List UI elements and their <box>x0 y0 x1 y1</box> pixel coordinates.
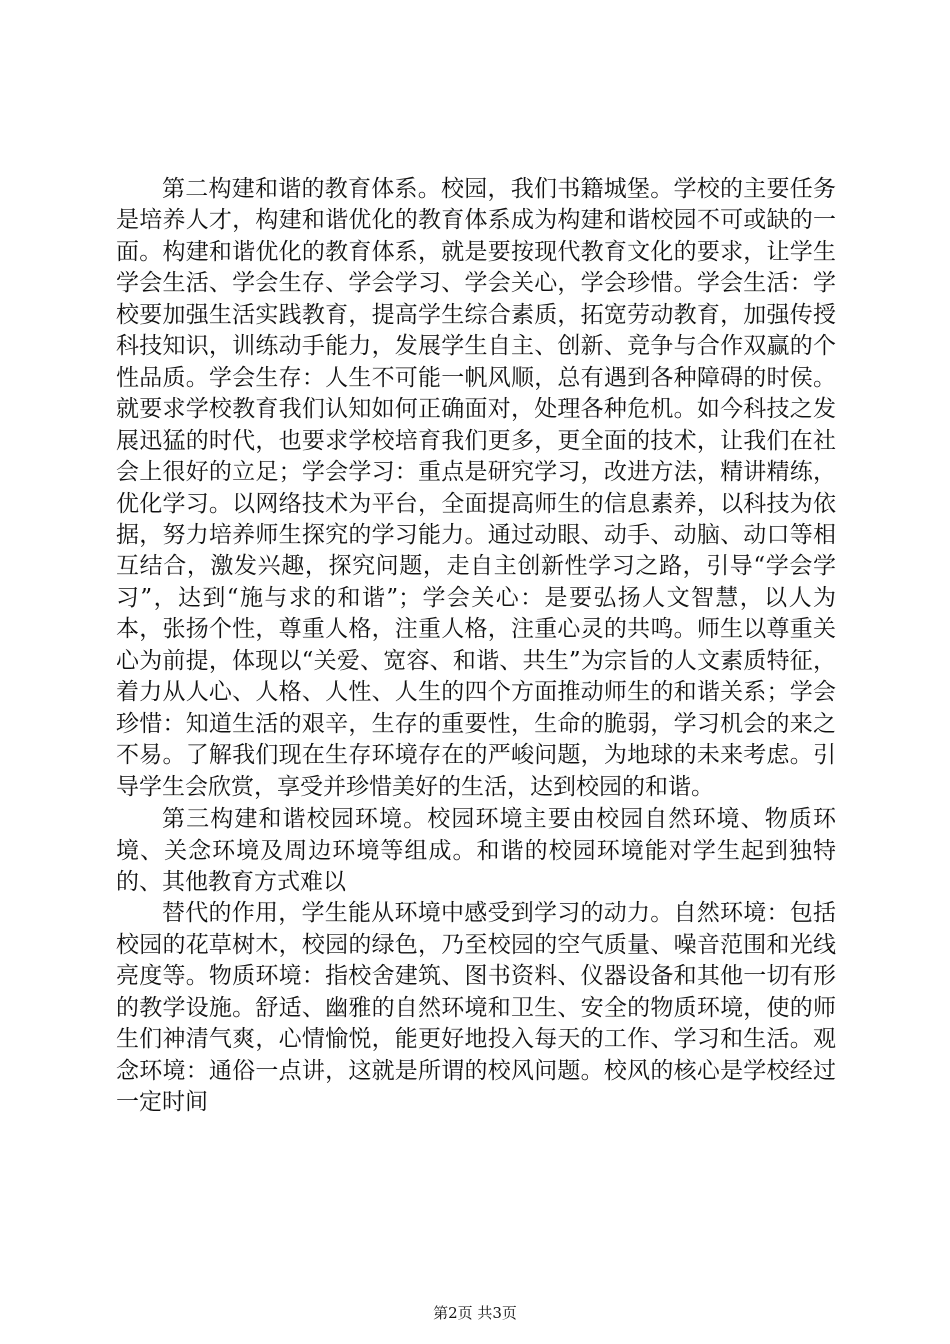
page-number-footer: 第2页 共3页 <box>433 1304 517 1322</box>
paragraph-campus-environment: 第三构建和谐校园环境。校园环境主要由校园自然环境、物质环境、关念环境及周边环境等组成。和谐的校园环境能对学生起到独特的、其他教育方式难以 <box>116 806 836 895</box>
paragraph-environment-continued: 替代的作用，学生能从环境中感受到学习的动力。自然环境：包括校园的花草树木，校园的绿色，乃至校园的空气质量、噪音范围和光线亮度等。物质环境：指校舍建筑、图书资料、仪器设备和其他一切有形的教学设施。舒适、幽雅的自然环境和卫生、安全的物质环境，使的师生们神清气爽，心情愉悦，能更好地投入每天的工作、学习和生活。观念环境：通俗一点讲，这就是所谓的校风问题。校风的核心是学校经过一定时间 <box>116 900 836 1116</box>
document-body <box>116 174 836 1119</box>
paragraph-education-system: 第二构建和谐的教育体系。校园，我们书籍城堡。学校的主要任务是培养人才，构建和谐优化的教育体系成为构建和谐校园不可或缺的一面。构建和谐优化的教育体系，就是要按现代教育文化的要求，让学生学会生活、学会生存、学会学习、学会关心，学会珍惜。学会生活：学校要加强生活实践教育，提高学生综合素质，拓宽劳动教育，加强传授科技知识，训练动手能力，发展学生自主、创新、竞争与合作双赢的个性品质。学会生存：人生不可能一帆风顺，总有遇到各种障碍的时侯。就要求学校教育我们认知如何正确面对，处理各种危机。如今科技之发展迅猛的时代，也要求学校培育我们更多，更全面的技术，让我们在社会上很好的立足；学会学习：重点是研究学习，改进方法，精讲精练，优化学习。以网络技术为平台，全面提高师生的信息素养，以科技为依据，努力培养师生探究的学习能力。通过动眼、动手、动脑、动口等相互结合，激发兴趣，探究问题，走自主创新性学习之路，引导“学会学习”，达到“施与求的和谐”；学会关心：是要弘扬人文智慧，以人为本，张扬个性，尊重人格，注重人格，注重心灵的共鸣。师生以尊重关心为前提，体现以“关爱、宽容、和谐、共生”为宗旨的人文素质特征，着力从人心、人格、人性、人生的四个方面推动师生的和谐关系；学会珍惜：知道生活的艰辛，生存的重要性，生命的脆弱，学习机会的来之不易。了解我们现在生存环境存在的严峻问题，为地球的未来考虑。引导学生会欣赏，享受并珍惜美好的生活，达到校园的和谐。 <box>116 176 836 800</box>
